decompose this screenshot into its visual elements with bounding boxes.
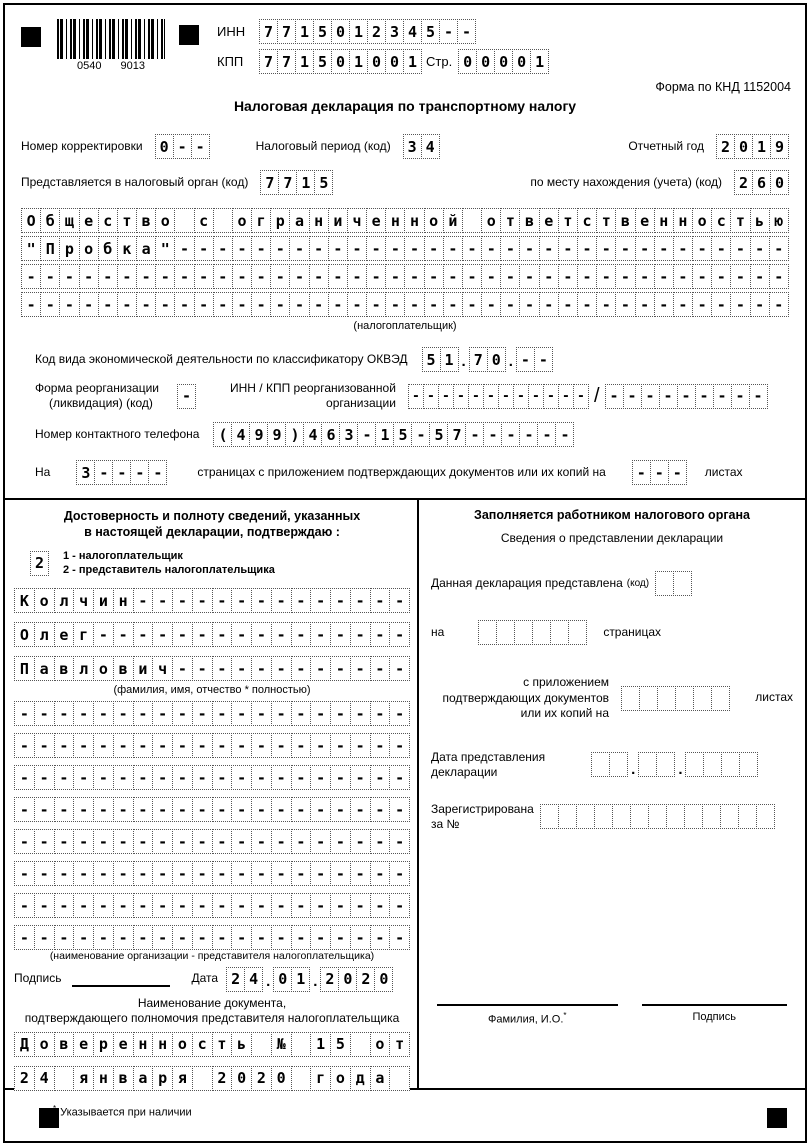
officer-sign-label: Подпись (692, 1011, 737, 1024)
signer-type-row (14, 549, 410, 579)
representative-org-row: - - - - - - - - - - - - - - - - - - - - (14, 733, 410, 758)
signer-option-1: 1 - налогоплательщик (63, 549, 183, 562)
officer-surname-label: Фамилия, И.О.* (487, 1011, 567, 1026)
page-number-field: 0 0 0 0 1 (458, 49, 549, 74)
representative-org-row: - - - - - - - - - - - - - - - - - - - - (14, 861, 410, 886)
sign-date-month: 0 1 (273, 967, 310, 992)
period-label: Налоговый период (код) (255, 138, 391, 153)
sign-date-day: 2 4 (226, 967, 263, 992)
year-label: Отчетный год (628, 138, 704, 153)
officer-sheets-label: листах (755, 690, 793, 705)
submission-date-label: Дата представления декларации (431, 749, 546, 779)
signer-type-field: 2 (30, 551, 49, 576)
org-caption: (наименование организации - представителя налогоплательщика) (49, 950, 375, 963)
reorg-kpp-field: - - - - - - - - - (605, 384, 768, 409)
representative-org-row: - - - - - - - - - - - - - - - - - - - - (14, 797, 410, 822)
row-authority-location (21, 170, 789, 195)
year-field: 2 0 1 9 (716, 134, 789, 159)
attachments-label: с приложением подтверждающих документов или их копий на (442, 675, 609, 721)
correction-field: 0 - - (155, 134, 210, 159)
officer-pages-field (478, 620, 587, 645)
okved-part1: 5 1 (422, 347, 459, 372)
taxpayer-caption: (налогоплательщик) (353, 320, 457, 332)
registration-number-field (540, 804, 775, 829)
taxpayer-name-row: " П р о б к а " - - - - - - - - - - - - - - - - - - - - - - - - - - - - - - - - (21, 236, 789, 261)
officer-on-label: на (431, 624, 445, 639)
date-label: Дата (191, 971, 219, 986)
submitted-code-field (655, 571, 692, 596)
registration-row (431, 802, 793, 832)
officer-sign-block (642, 1004, 788, 1026)
officer-sign-line (642, 1004, 788, 1006)
kpp-field: 7 7 1 5 0 1 0 0 1 (259, 49, 422, 74)
okved-label: Код вида экономической деятельности по классификатору ОКВЭД (35, 351, 408, 366)
fio-row: О л е г - - - - - - - - - - - - - - - - (14, 622, 410, 647)
officer-pages-label: страницах (603, 624, 662, 639)
on-label: На (35, 464, 51, 479)
confirmation-title: Достоверность и полноту сведений, указанных в настоящей декларации, подтверждаю : (63, 509, 361, 540)
location-label: по месту нахождения (учета) (код) (530, 174, 722, 189)
officer-attachments-row (431, 675, 793, 722)
authority-label: Представляется в налоговый орган (код) (21, 174, 249, 189)
phone-row (35, 422, 789, 447)
officer-surname-block (437, 1004, 618, 1026)
location-field: 2 6 0 (734, 170, 789, 195)
registration-mark-top-inner (179, 25, 199, 45)
confirmation-column (5, 500, 417, 1088)
phone-label: Номер контактного телефона (35, 426, 200, 441)
officer-subtitle: Сведения о представлении декларации (500, 531, 724, 545)
officer-date-row (431, 750, 793, 780)
registration-mark-bottom-right (767, 1108, 787, 1128)
officer-date-dot1: . (631, 760, 636, 778)
tax-officer-column (417, 500, 805, 1088)
taxpayer-name-row: О б щ е с т в о с о г р а н и ч е н н о й о т в е т с т в е н н о с т ь ю (21, 208, 789, 233)
document-caption: Наименование документа, подтверждающего полномочия представителя налогоплательщика (24, 995, 400, 1026)
sign-date-dot2: . (313, 972, 318, 990)
registration-mark-top-left (21, 27, 41, 47)
okved-part3: - - (516, 347, 553, 372)
officer-sheets-field (621, 686, 730, 711)
authority-document-rows (14, 1032, 410, 1091)
taxpayer-name-row: - - - - - - - - - - - - - - - - - - - - - - - - - - - - - - - - - - - - - - - - (21, 292, 789, 317)
representative-org-row: - - - - - - - - - - - - - - - - - - - - (14, 893, 410, 918)
submitted-code-label: (код) (626, 578, 650, 589)
submitted-label: Данная декларация представлена (431, 575, 623, 590)
tax-declaration-page (3, 3, 807, 1143)
inn-label: ИНН (217, 24, 246, 39)
officer-date-month (638, 752, 675, 777)
taxpayer-name-row: - - - - - - - - - - - - - - - - - - - - - - - - - - - - - - - - - - - - - - - - (21, 264, 789, 289)
officer-date-day (591, 752, 628, 777)
authority-document-row: Д о в е р е н н о с т ь № 1 5 о т (14, 1032, 410, 1057)
inn-kpp-block (217, 19, 549, 74)
reorg-innkpp-label: ИНН / КПП реорганизованной организации (230, 381, 396, 410)
footnote: Указывается при наличии (53, 1104, 192, 1119)
fio-caption: (фамилия, имя, отчество * полностью) (113, 684, 311, 697)
page-number-label: Стр. (426, 54, 453, 69)
row-correction-period-year (21, 134, 789, 159)
representative-org-row: - - - - - - - - - - - - - - - - - - - - (14, 829, 410, 854)
footer (5, 1090, 805, 1143)
barcode-block (57, 19, 165, 72)
officer-pages-row (431, 620, 793, 645)
signer-option-2: 2 - представитель налогоплательщика (63, 564, 275, 577)
taxpayer-name-rows (21, 208, 789, 317)
okved-dot2: . (508, 353, 513, 370)
fio-rows (14, 588, 410, 681)
representative-org-row: - - - - - - - - - - - - - - - - - - - - (14, 701, 410, 726)
bottom-section (5, 498, 805, 1090)
representative-org-rows (14, 701, 410, 950)
pages-row (35, 460, 789, 485)
sign-date-year: 2 0 2 0 (320, 967, 393, 992)
signature-label: Подпись (14, 971, 62, 986)
reorg-inn-field: - - - - - - - - - - - - (408, 384, 589, 409)
signer-type-options (63, 549, 275, 579)
officer-title: Заполняется работником налогового органа (473, 508, 750, 522)
barcode-number: 0540 9013 (77, 60, 145, 72)
signature-line (72, 971, 170, 987)
representative-org-row: - - - - - - - - - - - - - - - - - - - - (14, 765, 410, 790)
submitted-row (431, 571, 793, 596)
reorg-slash: / (593, 384, 600, 407)
officer-date-year (685, 752, 758, 777)
phone-field: ( 4 9 9 ) 4 6 3 - 1 5 - 5 7 - - - - - - (213, 422, 574, 447)
okved-row (35, 347, 789, 372)
inn-field: 7 7 1 5 0 1 2 3 4 5 - - (259, 19, 476, 44)
correction-label: Номер корректировки (21, 138, 143, 153)
reorg-form-code-field: - (177, 384, 196, 409)
header (5, 5, 805, 74)
sign-date-dot1: . (266, 972, 271, 990)
spacer (431, 832, 793, 1005)
document-title: Налоговая декларация по транспортному налогу (233, 98, 577, 114)
reorganization-row (35, 381, 789, 411)
officer-date-dot2: . (678, 760, 683, 778)
pages-middle-label: страницах с приложением подтверждающих документов или их копий на (197, 464, 606, 479)
fio-row: К о л ч и н - - - - - - - - - - - - - - (14, 588, 410, 613)
form-code: Форма по КНД 1152004 (655, 80, 791, 94)
barcode (57, 19, 165, 59)
registration-label: Зарегистрирована за № (431, 801, 534, 831)
officer-surname-line (437, 1004, 618, 1006)
authority-document-row: 2 4 я н в а р я 2 0 2 0 г о д а (14, 1066, 410, 1091)
sheets-label: листах (704, 464, 743, 479)
signature-date-row (14, 967, 410, 992)
pages-count-field: 3 - - - - (76, 460, 167, 485)
authority-field: 7 7 1 5 (260, 170, 333, 195)
okved-dot1: . (461, 353, 466, 370)
fio-row: П а в л о в и ч - - - - - - - - - - - - (14, 656, 410, 681)
okved-part2: 7 0 (469, 347, 506, 372)
copies-count-field: - - - (632, 460, 687, 485)
kpp-label: КПП (217, 54, 244, 69)
officer-signatures (437, 1004, 787, 1026)
period-field: 3 4 (403, 134, 440, 159)
registration-mark-bottom-left (39, 1108, 59, 1128)
reorg-form-label: Форма реорганизации (ликвидация) (код) (35, 381, 159, 410)
representative-org-row: - - - - - - - - - - - - - - - - - - - - (14, 925, 410, 950)
